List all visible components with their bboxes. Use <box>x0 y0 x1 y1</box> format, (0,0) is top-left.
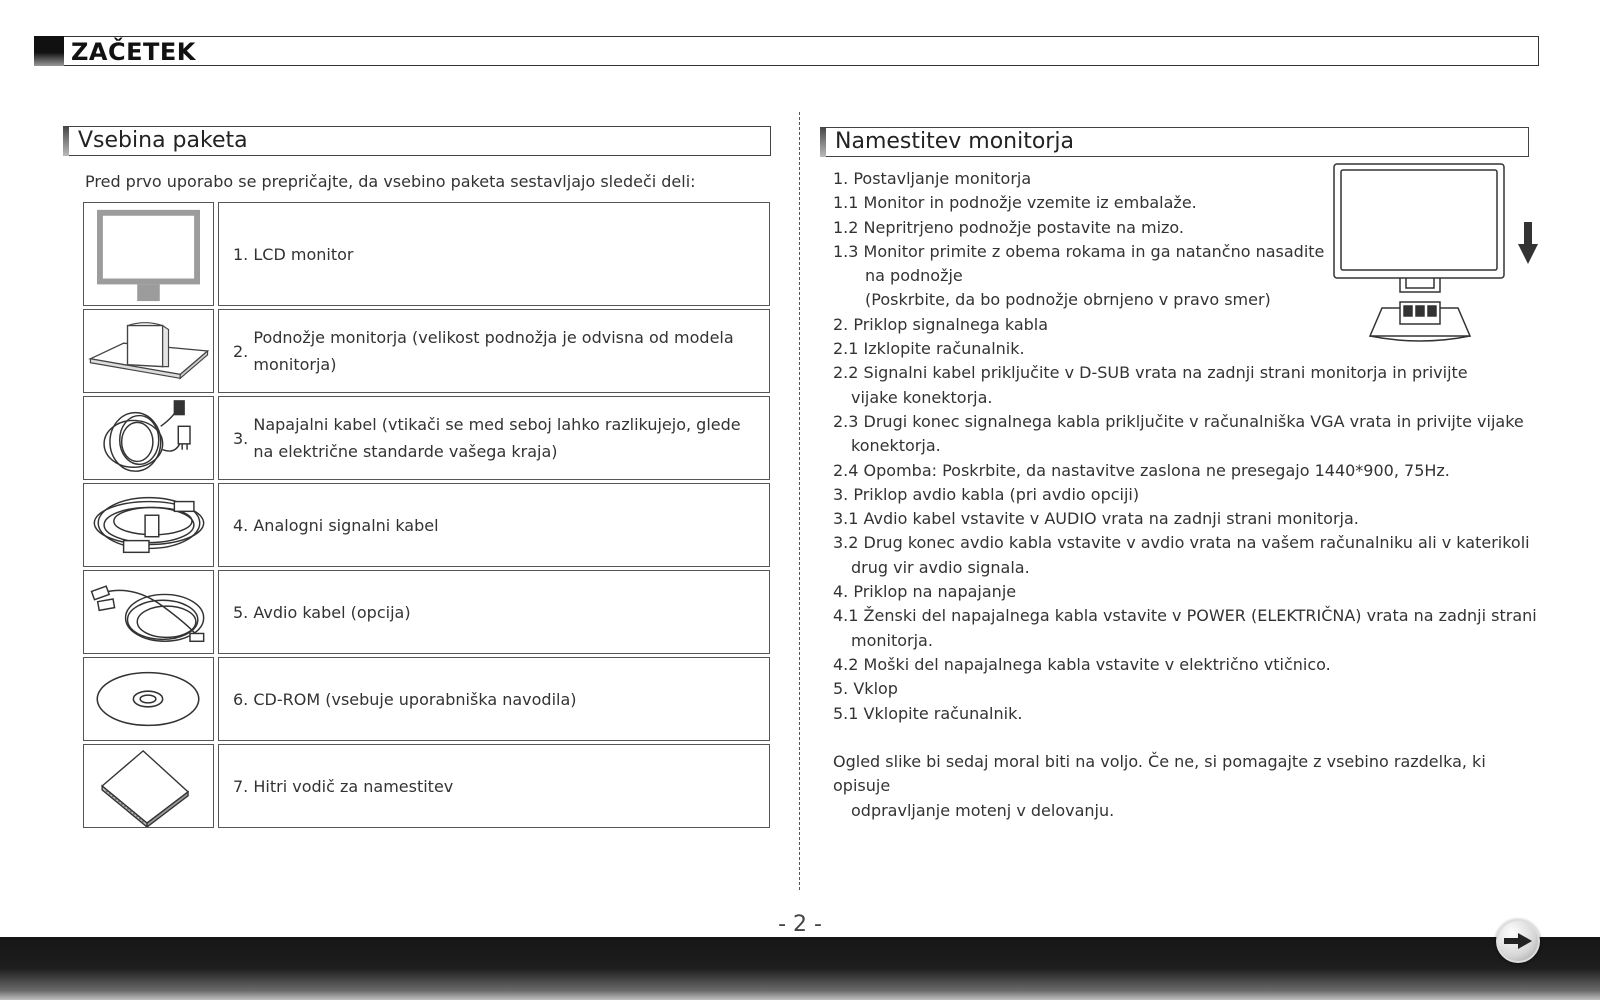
power-cable-icon <box>83 396 214 480</box>
step-line: drug vir avdio signala. <box>851 557 1030 577</box>
chapter-title: ZAČETEK <box>71 38 196 66</box>
monitor-setup-header <box>820 127 1529 157</box>
step-line: 2. Priklop signalnega kabla <box>833 314 1049 334</box>
note-line: Ogled slike bi sedaj moral biti na voljo. Če ne, si pomagajte z vsebino razdelka, ki opisuje <box>833 752 1486 796</box>
package-item-label: Analogni signalni kabel <box>253 515 439 535</box>
package-item-label: CD-ROM (vsebuje uporabniška navodila) <box>253 689 577 709</box>
package-item: 3. Napajalni kabel (vtikači se med seboj lahko razlikujejo, glede na električne standarde vašega kraja) <box>83 396 770 480</box>
step-line: na podnožje <box>865 266 963 286</box>
package-item-label: LCD monitor <box>253 244 354 264</box>
step-line: 3. Priklop avdio kabla (pri avdio opciji) <box>833 484 1140 504</box>
step-line: (Poskrbite, da bo podnožje obrnjeno v pravo smer) <box>865 290 1271 310</box>
package-intro: Pred prvo uporabo se prepričajte, da vsebino paketa sestavljajo sledeči deli: <box>85 172 696 191</box>
package-contents-header <box>63 126 771 156</box>
step-line: 4.1 Ženski del napajalnega kabla vstavite v POWER (ELEKTRIČNA) vrata na zadnji strani <box>833 606 1537 626</box>
step-line: 2.1 Izklopite računalnik. <box>833 339 1025 359</box>
troubleshooting-note <box>833 750 1543 823</box>
step-line: 3.1 Avdio kabel vstavite v AUDIO vrata na zadnji strani monitorja. <box>833 509 1359 529</box>
step-line: 1.2 Nepritrjeno podnožje postavite na mizo. <box>833 217 1185 237</box>
package-item: 1. LCD monitor <box>83 202 770 306</box>
monitor-base-icon <box>83 309 214 393</box>
step-line: 1.3 Monitor primite z obema rokama in ga natančno nasadite <box>833 241 1325 261</box>
package-contents-title: Vsebina paketa <box>78 128 248 153</box>
arrow-right-icon <box>1503 932 1533 950</box>
setup-steps <box>833 167 1537 726</box>
chapter-header-tab <box>34 36 64 66</box>
package-item: 7. Hitri vodič za namestitev <box>83 744 770 828</box>
step-line: 4. Priklop na napajanje <box>833 582 1017 602</box>
step-line: 2.2 Signalni kabel priključite v D-SUB vrata na zadnji strani monitorja in privijte <box>833 363 1468 383</box>
package-item: 6. CD-ROM (vsebuje uporabniška navodila) <box>83 657 770 741</box>
monitor-setup-title: Namestitev monitorja <box>835 129 1074 154</box>
package-item: 5. Avdio kabel (opcija) <box>83 570 770 654</box>
cd-rom-icon <box>83 657 214 741</box>
step-line: 4.2 Moški del napajalnega kabla vstavite v električno vtičnico. <box>833 654 1331 674</box>
step-line: 3.2 Drug konec avdio kabla vstavite v avdio vrata na vašem računalniku ali v katerikoli <box>833 533 1530 553</box>
step-line: 2.4 Opomba: Poskrbite, da nastavitve zaslona ne presegajo 1440*900, 75Hz. <box>833 460 1450 480</box>
step-line: vijake konektorja. <box>851 387 993 407</box>
audio-cable-icon <box>83 570 214 654</box>
package-item-label: Hitri vodič za namestitev <box>253 776 454 796</box>
package-item: 4. Analogni signalni kabel <box>83 483 770 567</box>
lcd-monitor-icon <box>83 202 214 306</box>
step-line: 1. Postavljanje monitorja <box>833 169 1032 188</box>
step-line: 5.1 Vklopite računalnik. <box>833 703 1023 723</box>
quick-guide-icon <box>83 744 214 828</box>
package-item-label: Napajalni kabel (vtikači se med seboj lahko razlikujejo, glede na električne standarde vašega kraja) <box>253 415 741 461</box>
step-line: monitorja. <box>851 630 933 650</box>
chapter-header <box>34 36 1539 66</box>
step-line: 2.3 Drugi konec signalnega kabla priključite v računalniška VGA vrata in privijte vijake <box>833 411 1524 431</box>
package-item-label: Podnožje monitorja (velikost podnožja je odvisna od modela monitorja) <box>253 328 734 374</box>
vga-cable-icon <box>83 483 214 567</box>
note-line: odpravljanje motenj v delovanju. <box>851 800 1115 820</box>
package-item: 2. Podnožje monitorja (velikost podnožja je odvisna od modela monitorja) <box>83 309 770 393</box>
step-line: 5. Vklop <box>833 679 898 699</box>
package-item-label: Avdio kabel (opcija) <box>253 602 411 622</box>
step-line: 1.1 Monitor in podnožje vzemite iz embalaže. <box>833 193 1197 213</box>
next-page-button[interactable] <box>1496 919 1540 963</box>
column-divider <box>799 112 800 890</box>
page-number: - 2 - <box>778 912 822 937</box>
step-line: konektorja. <box>851 436 941 456</box>
footer-bar <box>0 937 1600 1000</box>
